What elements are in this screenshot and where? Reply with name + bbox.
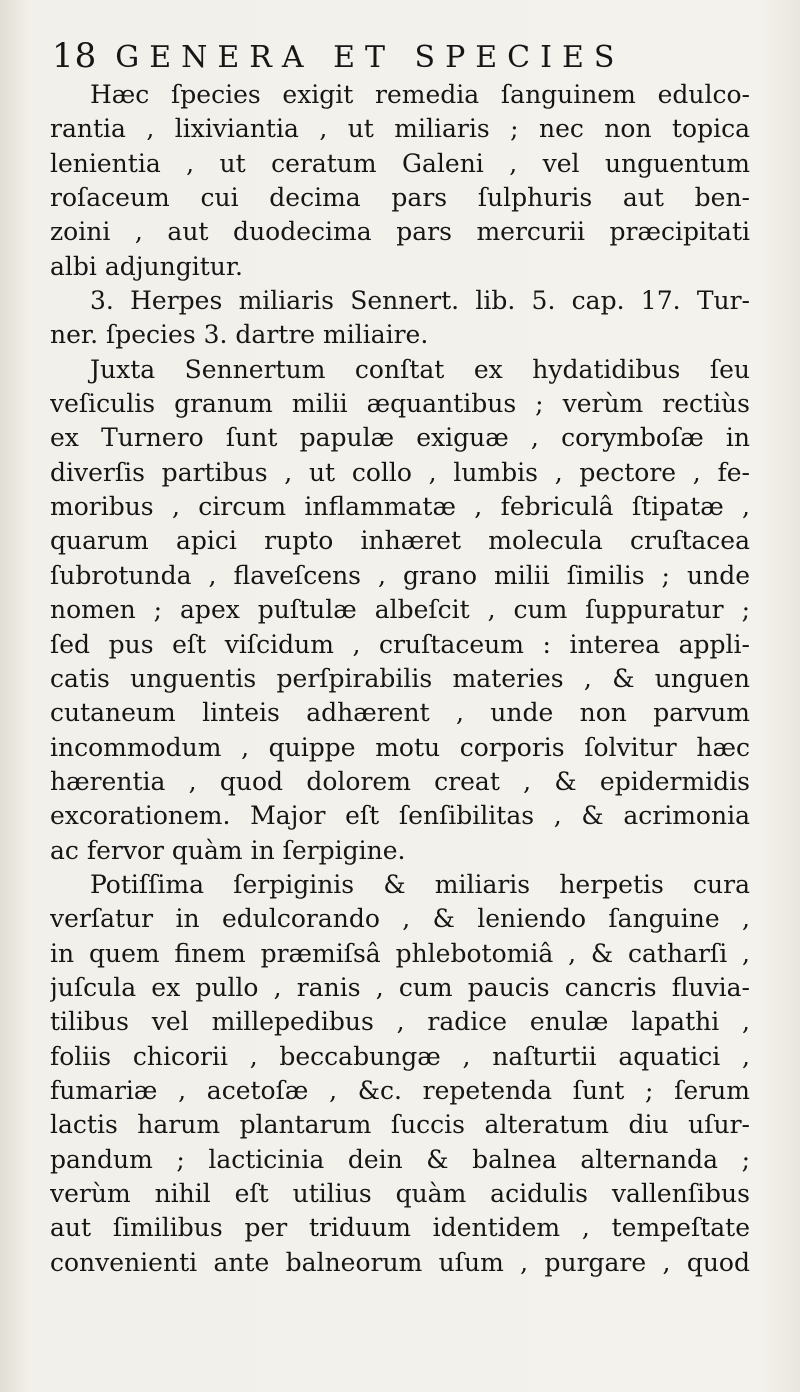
text-line: Juxta Sennertum conſtat ex hydatidibus ſeu <box>90 354 750 384</box>
text-line: tilibus vel millepedibus , radice enulæ lapathi , <box>50 1007 750 1037</box>
text-line: verùm nihil eſt utilius quàm acidulis vallenſibus <box>50 1179 750 1208</box>
text-line: verſatur in edulcorando , & leniendo ſanguine , <box>50 904 750 934</box>
text-line: ſubrotunda , flaveſcens , grano milii ſimilis ; unde <box>50 560 750 590</box>
text-line: Potiſſima ſerpiginis & miliaris herpetis cura <box>90 869 750 899</box>
text-line: pandum ; lacticinia dein & balnea alternanda ; <box>50 1144 750 1174</box>
running-head <box>52 36 752 82</box>
text-line: moribus , circum inflammatæ , febriculâ ſtipatæ , <box>50 492 750 522</box>
text-line: nomen ; apex puſtulæ albeſcit , cum ſuppuratur ; <box>50 595 750 625</box>
text-line: foliis chicorii , beccabungæ , naſturtii aquatici , <box>50 1041 750 1071</box>
text-line: in quem finem præmiſsâ phlebotomiâ , & catharſi , <box>50 938 750 968</box>
text-line: cutaneum linteis adhærent , unde non parvum <box>50 698 750 728</box>
text-line: incommodum , quippe motu corporis ſolvitur hæc <box>50 732 750 762</box>
text-line: juſcula ex pullo , ranis , cum paucis cancris fluvia- <box>50 972 750 1002</box>
text-line: albi adjungitur. <box>50 251 244 281</box>
running-title: GENERA ET SPECIES <box>115 40 625 75</box>
text-line: ſed pus eſt viſcidum , cruſtaceum : interea appli- <box>50 629 750 659</box>
text-line: ac fervor quàm in ſerpigine. <box>50 835 406 865</box>
text-line: aut ſimilibus per triduum identidem , tempeſtate <box>50 1213 750 1243</box>
text-line: Hæc ſpecies exigit remedia ſanguinem edulco- <box>90 80 750 109</box>
page-number: 18 <box>52 36 98 76</box>
text-line: ner. ſpecies 3. dartre miliaire. <box>50 320 429 350</box>
text-line: 3. Herpes miliaris Sennert. lib. 5. cap. 17. Tur- <box>90 286 750 316</box>
text-line: lenientia , ut ceratum Galeni , vel unguentum <box>50 148 750 178</box>
body-text <box>50 78 750 1280</box>
text-line: veſiculis granum milii æquantibus ; verùm rectiùs <box>50 389 750 419</box>
text-line: zoini , aut duodecima pars mercurii præcipitati <box>50 217 750 247</box>
text-line: lactis harum plantarum ſuccis alteratum diu uſur- <box>50 1110 750 1140</box>
text-line: catis unguentis perſpirabilis materies , & unguen <box>50 663 750 693</box>
text-line: roſaceum cui decima pars ſulphuris aut ben- <box>50 183 750 213</box>
text-line: excorationem. Major eſt ſenſibilitas , & acrimonia <box>50 801 750 831</box>
text-line: diverſis partibus , ut collo , lumbis , pectore , fe- <box>50 457 750 487</box>
text-line: quarum apici rupto inhæret molecula cruſtacea <box>50 526 750 556</box>
text-line: rantia , lixiviantia , ut miliaris ; nec non topica <box>50 114 750 144</box>
text-line: fumariæ , acetoſæ , &c. repetenda ſunt ; ſerum <box>50 1075 750 1105</box>
text-line: ex Turnero ſunt papulæ exiguæ , corymboſæ in <box>50 423 750 453</box>
text-line: hærentia , quod dolorem creat , & epidermidis <box>50 766 750 796</box>
text-line: convenienti ante balneorum uſum , purgare , quod <box>50 1247 750 1277</box>
